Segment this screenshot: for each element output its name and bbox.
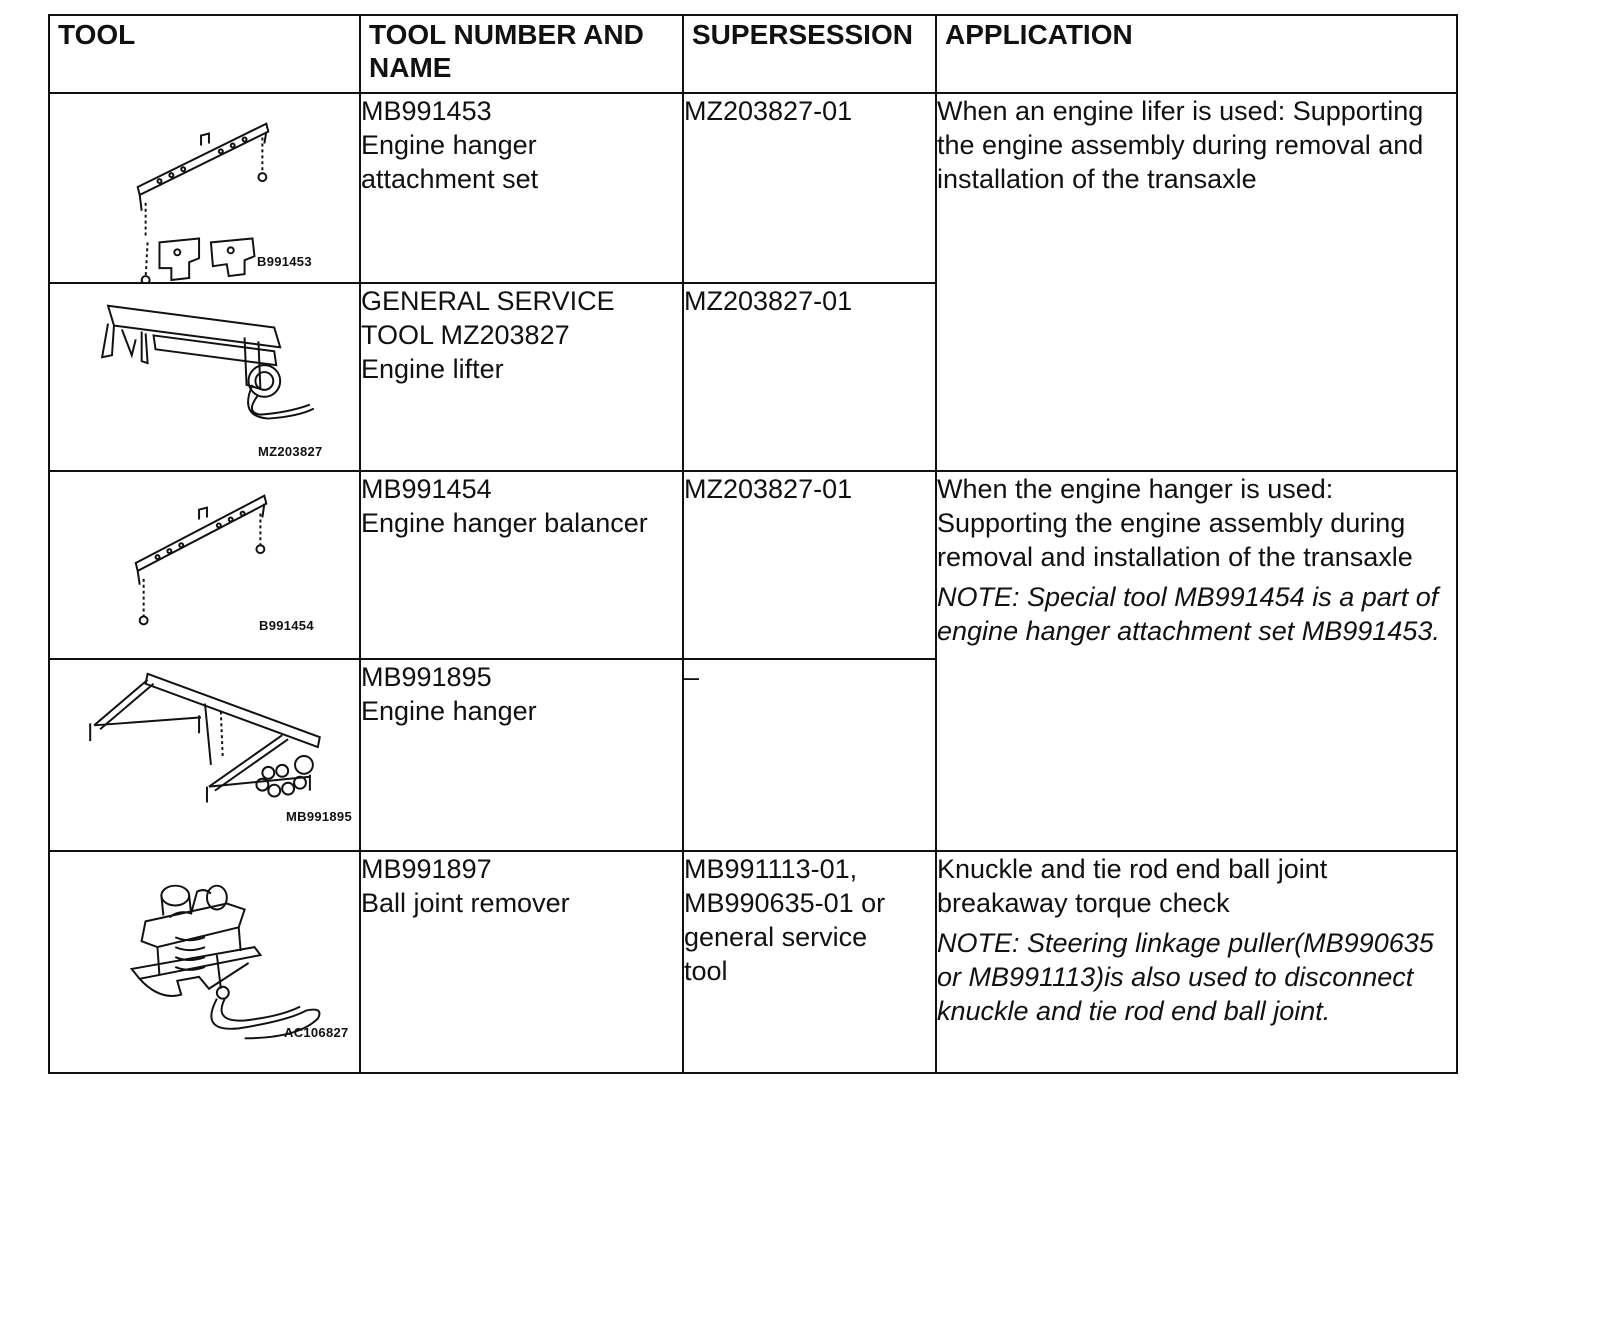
tool-number-and-name-cell xyxy=(360,471,683,659)
supersession-value: MB990635-01 or xyxy=(684,888,886,918)
tool-number-and-name-cell xyxy=(360,93,683,283)
application-note: NOTE: Steering linkage puller(MB990635 or MB991113)is also used to disconnect knuckle and tie rod end ball joint. xyxy=(937,928,1434,1026)
application-note: NOTE: Special tool MB991454 is a part of engine hanger attachment set MB991453. xyxy=(937,582,1440,646)
tool-name-line: TOOL MZ203827 xyxy=(361,320,570,350)
header-row xyxy=(49,15,1457,93)
header-tool: TOOL xyxy=(49,15,360,93)
supersession-cell xyxy=(683,659,936,851)
tool-name-line: Engine lifter xyxy=(361,354,504,384)
application-cell xyxy=(936,471,1457,851)
application-text: When an engine lifer is used: Supporting the engine assembly during removal and installation of the transaxle xyxy=(937,96,1424,194)
tool-name-line: Engine hanger xyxy=(361,130,537,160)
supersession-value: MZ203827-01 xyxy=(684,286,853,316)
supersession-value: MZ203827-01 xyxy=(684,96,853,126)
header-application: APPLICATION xyxy=(936,15,1457,93)
special-tools-table xyxy=(48,14,1458,1074)
supersession-value: MZ203827-01 xyxy=(684,474,853,504)
engine-hanger-attachment-set-illustration xyxy=(50,94,359,282)
tool-number: MB991897 xyxy=(361,854,492,884)
tool-number-and-name-cell xyxy=(360,659,683,851)
tool-name-line: Ball joint remover xyxy=(361,888,570,918)
tool-number: MB991454 xyxy=(361,474,492,504)
tool-image-cell xyxy=(49,93,360,283)
tool-image-label: B991453 xyxy=(257,254,312,269)
table-row xyxy=(49,93,1457,283)
header-tool-number-and-name: TOOL NUMBER AND NAME xyxy=(360,15,683,93)
tool-name-line: Engine hanger xyxy=(361,696,537,726)
application-text: When the engine hanger is used: Supporting the engine assembly during removal and installation of the transaxle xyxy=(937,474,1413,572)
engine-lifter-illustration xyxy=(50,284,359,470)
tool-image-label: AC106827 xyxy=(284,1025,349,1040)
supersession-value: tool xyxy=(684,956,728,986)
table-row xyxy=(49,471,1457,659)
tool-number: GENERAL SERVICE xyxy=(361,286,615,316)
tool-image-label: MB991895 xyxy=(286,809,352,824)
tool-image-label: MZ203827 xyxy=(258,444,323,459)
tool-image-cell xyxy=(49,659,360,851)
tool-number: MB991895 xyxy=(361,662,492,692)
application-cell xyxy=(936,851,1457,1073)
application-text: Knuckle and tie rod end ball joint breakaway torque check xyxy=(937,854,1328,918)
supersession-value: – xyxy=(684,662,700,692)
supersession-cell xyxy=(683,93,936,283)
tool-image-cell xyxy=(49,851,360,1073)
tool-number-and-name-cell xyxy=(360,851,683,1073)
supersession-cell xyxy=(683,283,936,471)
tool-image-cell xyxy=(49,471,360,659)
tool-name-line: Engine hanger balancer xyxy=(361,508,648,538)
tool-name-line: attachment set xyxy=(361,164,539,194)
tool-image-label: B991454 xyxy=(259,618,314,633)
tool-number: MB991453 xyxy=(361,96,492,126)
supersession-cell xyxy=(683,471,936,659)
supersession-cell xyxy=(683,851,936,1073)
header-supersession: SUPERSESSION xyxy=(683,15,936,93)
table-row xyxy=(49,851,1457,1073)
application-cell xyxy=(936,93,1457,471)
tool-image-cell xyxy=(49,283,360,471)
supersession-value: MB991113-01, xyxy=(684,854,858,884)
tool-number-and-name-cell xyxy=(360,283,683,471)
supersession-value: general service xyxy=(684,922,868,952)
